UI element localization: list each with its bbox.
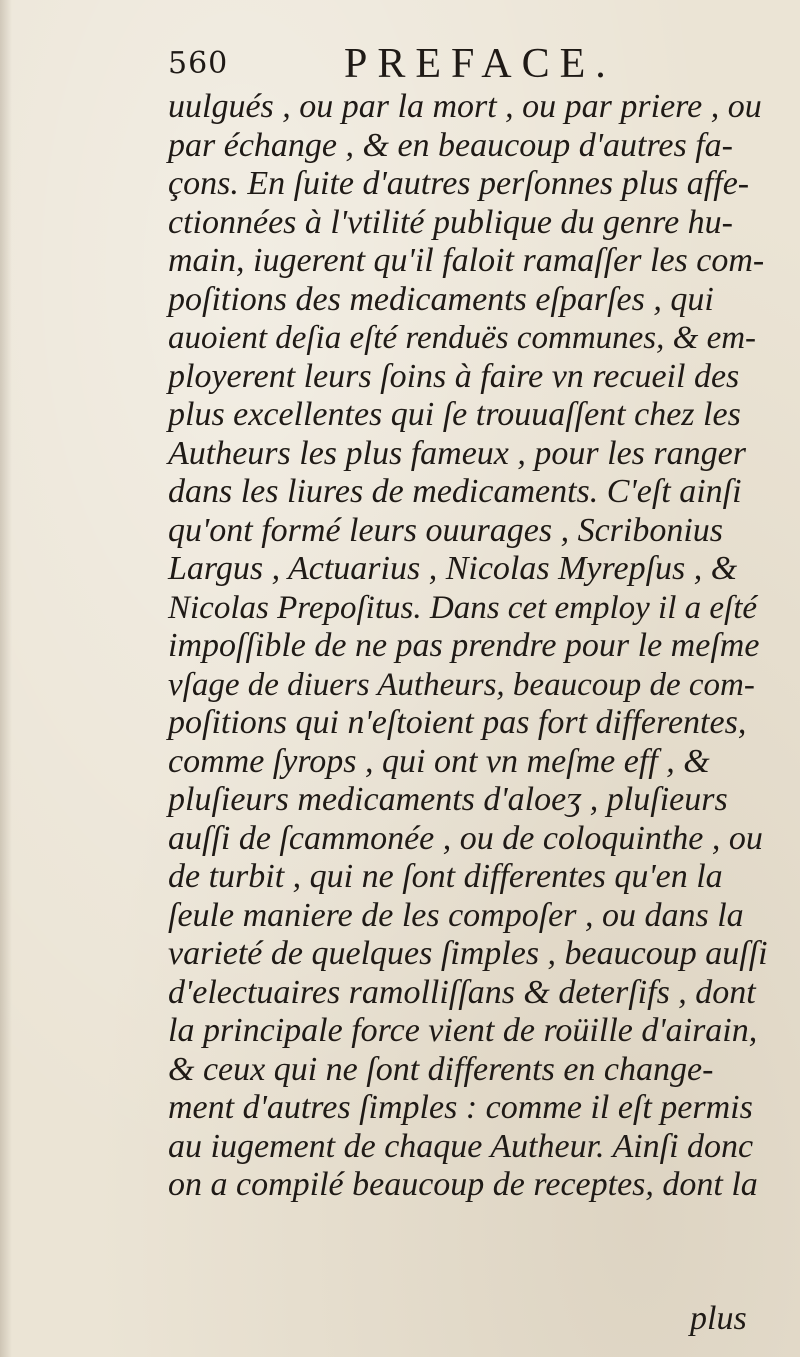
body-text <box>168 88 768 1205</box>
text-line: auſſi de ſcammonée , ou de coloquinthe , ou <box>168 819 763 857</box>
catchword: plus <box>690 1300 747 1337</box>
text-line: ctionnées à l'vtilité publique du genre hu- <box>168 203 733 241</box>
text-line: comme ſyrops , qui ont vn meſme eff , & <box>168 742 710 780</box>
text-line: uulgués , ou par la mort , ou par priere , ou <box>168 88 762 125</box>
text-line: & ceux qui ne ſont differents en change- <box>168 1050 714 1088</box>
text-line: Largus , Actuarius , Nicolas Myrepſus , & <box>168 550 738 587</box>
page-gutter-shadow <box>0 0 12 1357</box>
text-line: ment d'autres ſimples : comme il eſt permis <box>168 1089 753 1126</box>
running-title: PREFACE. <box>344 41 616 87</box>
text-line: de turbit , qui ne ſont differentes qu'en la <box>168 858 723 895</box>
text-line: plus excellentes qui ſe trouuaſſent chez les <box>168 396 741 433</box>
text-line: au iugement de chaque Autheur. Ainſi donc <box>168 1127 754 1165</box>
page-number: 560 <box>168 46 229 81</box>
text-line: ſeule maniere de les compoſer , ou dans la <box>168 896 744 934</box>
text-line: poſitions qui n'eſtoient pas fort differentes, <box>168 704 747 741</box>
text-line: Autheurs les plus fameux , pour les ranger <box>168 434 746 472</box>
text-line: d'electuaires ramolliſſans & deterſifs , dont <box>168 973 756 1011</box>
text-line: par échange , & en beaucoup d'autres fa- <box>168 126 734 164</box>
text-line: auoient deſia eſté renduës communes, & em- <box>168 320 757 356</box>
text-line: vſage de diuers Autheurs, beaucoup de com- <box>168 666 755 703</box>
text-line: dans les liures de medicaments. C'eſt ainſi <box>168 473 742 510</box>
text-line: impoſſible de ne pas prendre pour le meſme <box>168 627 760 664</box>
text-line: çons. En ſuite d'autres perſonnes plus affe- <box>168 165 750 202</box>
text-line: qu'ont formé leurs ouurages , Scribonius <box>168 511 724 549</box>
text-line: ployerent leurs ſoins à faire vn recueil des <box>168 357 740 395</box>
text-line: poſitions des medicaments eſparſes , qui <box>168 280 714 318</box>
text-line: main, iugerent qu'il faloit ramaſſer les com- <box>168 242 765 279</box>
text-line: pluſieurs medicaments d'aloeʒ , pluſieurs <box>168 781 728 818</box>
text-line: varieté de quelques ſimples , beaucoup auſſi <box>168 935 768 972</box>
text-line: on a compilé beaucoup de receptes, dont la <box>168 1166 758 1203</box>
text-line: la principale force vient de roüille d'airain, <box>168 1012 758 1049</box>
text-line: Nicolas Prepoſitus. Dans cet employ il a eſté <box>168 589 758 626</box>
page-header <box>168 40 728 90</box>
